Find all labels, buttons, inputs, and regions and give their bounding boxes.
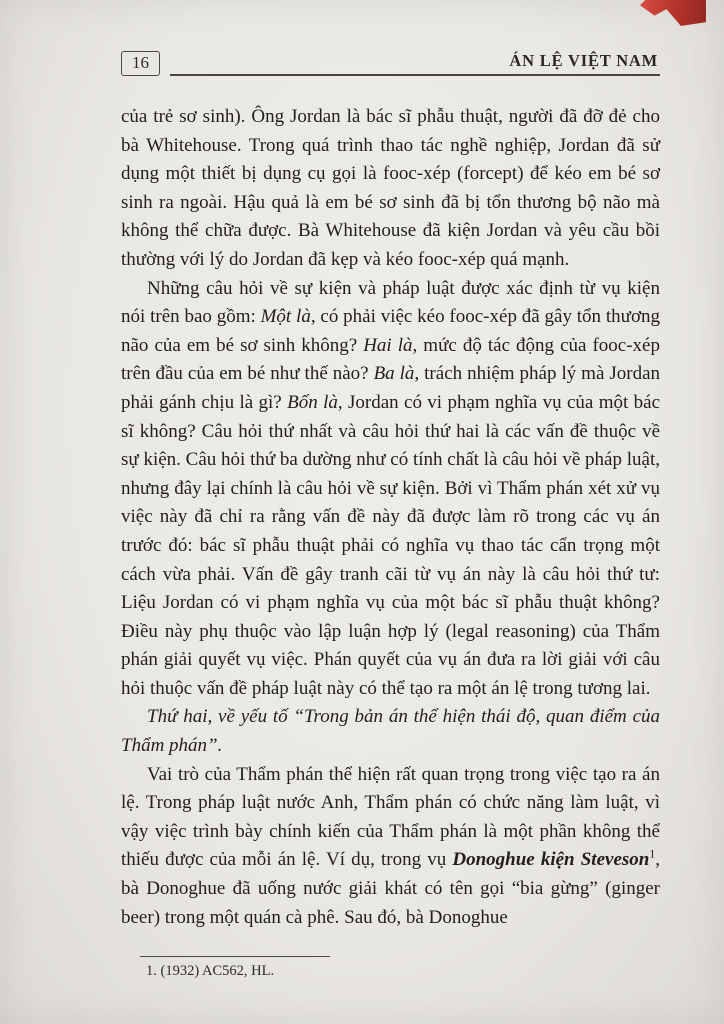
page-number: 16 xyxy=(121,51,160,76)
footnote-separator xyxy=(140,956,330,957)
header-title: ÁN LỆ VIỆT NAM xyxy=(509,51,658,70)
header-right xyxy=(170,51,660,76)
text-segment: Ba là xyxy=(373,363,415,385)
red-corner-mark xyxy=(640,0,706,26)
text-segment: , Jordan có vi phạm nghĩa vụ của một bác sĩ không? Câu hỏi thứ nhất và câu hỏi thứ hai là các vấn đề thuộc về sự kiện. Câu hỏi thứ ba dường như có tính chất là câu hỏi về pháp luật, nhưng đây lại chính là câu hỏi về sự kiện. Bởi vì Thẩm phán xét xử vụ việc này đã chỉ ra rằng vấn đề này đã được làm rõ trong các vụ án trước đó: bác sĩ phẫu thuật phải có nghĩa vụ thao tác cẩn trọng một cách vừa phải. Vấn đề gây tranh cãi từ vụ án này là câu hỏi thứ tư: Liệu Jordan có vi phạm nghĩa vụ của một bác sĩ phẫu thuật không? Điều này phụ thuộc vào lập luận hợp lý (legal reasoning) của Thẩm phán giải quyết vụ việc. Phán quyết của vụ án đưa ra lời giải với câu hỏi thuộc vấn đề pháp luật này có thể tạo ra một án lệ trong tương lai. xyxy=(121,391,660,699)
footnote-text: 1. (1932) AC562, HL. xyxy=(146,963,275,979)
header-rule xyxy=(170,74,660,76)
text-segment: Một là xyxy=(260,306,311,328)
text-segment: Donoghue kiện Steveson xyxy=(452,849,650,871)
text-segment: Hai là xyxy=(363,334,413,356)
body-paragraphs xyxy=(121,103,660,932)
text-segment: , bà Donoghue đã uống nước giải khát có tên gọi “bia gừng” (ginger beer) trong một quán cà phê. Sau đó, bà Donoghue xyxy=(121,849,660,928)
text-segment: Những câu hỏi về sự kiện và pháp luật được xác định từ vụ kiện nói trên bao gồm: xyxy=(121,277,660,328)
text-segment: Bốn là xyxy=(287,391,338,413)
text-segment: của trẻ sơ sinh). Ông Jordan là bác sĩ phẫu thuật, người đã đỡ đẻ cho bà Whitehouse. Trong quá trình thao tác nghề nghiệp, Jordan đã sử dụng một thiết bị dụng cụ gọi là fooc-xép (forcept) để kéo em bé sơ sinh ra ngoài. Hậu quả là em bé sơ sinh đã bị tổn thương bộ não mà không thể chữa được. Bà Whitehouse đã kiện Jordan và yêu cầu bồi thường với lý do Jordan đã kẹp và kéo fooc-xép quá mạnh. xyxy=(121,106,660,270)
text-segment: 1 xyxy=(649,848,656,862)
text-segment: Thứ hai, về yếu tố “Trong bản án thể hiện thái độ, quan điểm của Thẩm phán”. xyxy=(121,706,660,757)
text-segment: , có phải việc kéo fooc-xép đã gây tổn thương não của em bé sơ sinh không? xyxy=(121,306,661,356)
page-header xyxy=(121,46,660,76)
paragraph xyxy=(121,761,660,933)
paragraph xyxy=(121,703,660,760)
text-segment: , trách nhiệm pháp lý mà Jordan phải gánh chịu là gì? xyxy=(121,363,661,413)
paragraph xyxy=(121,103,660,275)
text-segment: Vai trò của Thẩm phán thể hiện rất quan trọng trong việc tạo ra án lệ. Trong pháp luật nước Anh, Thẩm phán có chức năng làm luật, vì vậy việc trình bày chính kiến của Thẩm phán là một phần không thể thiếu được của mỗi án lệ. Ví dụ, trong vụ xyxy=(121,763,660,871)
footnote xyxy=(140,956,620,980)
text-segment: , mức độ tác động của fooc-xép trên đầu của em bé như thế nào? xyxy=(121,334,660,385)
paragraph xyxy=(121,275,660,704)
